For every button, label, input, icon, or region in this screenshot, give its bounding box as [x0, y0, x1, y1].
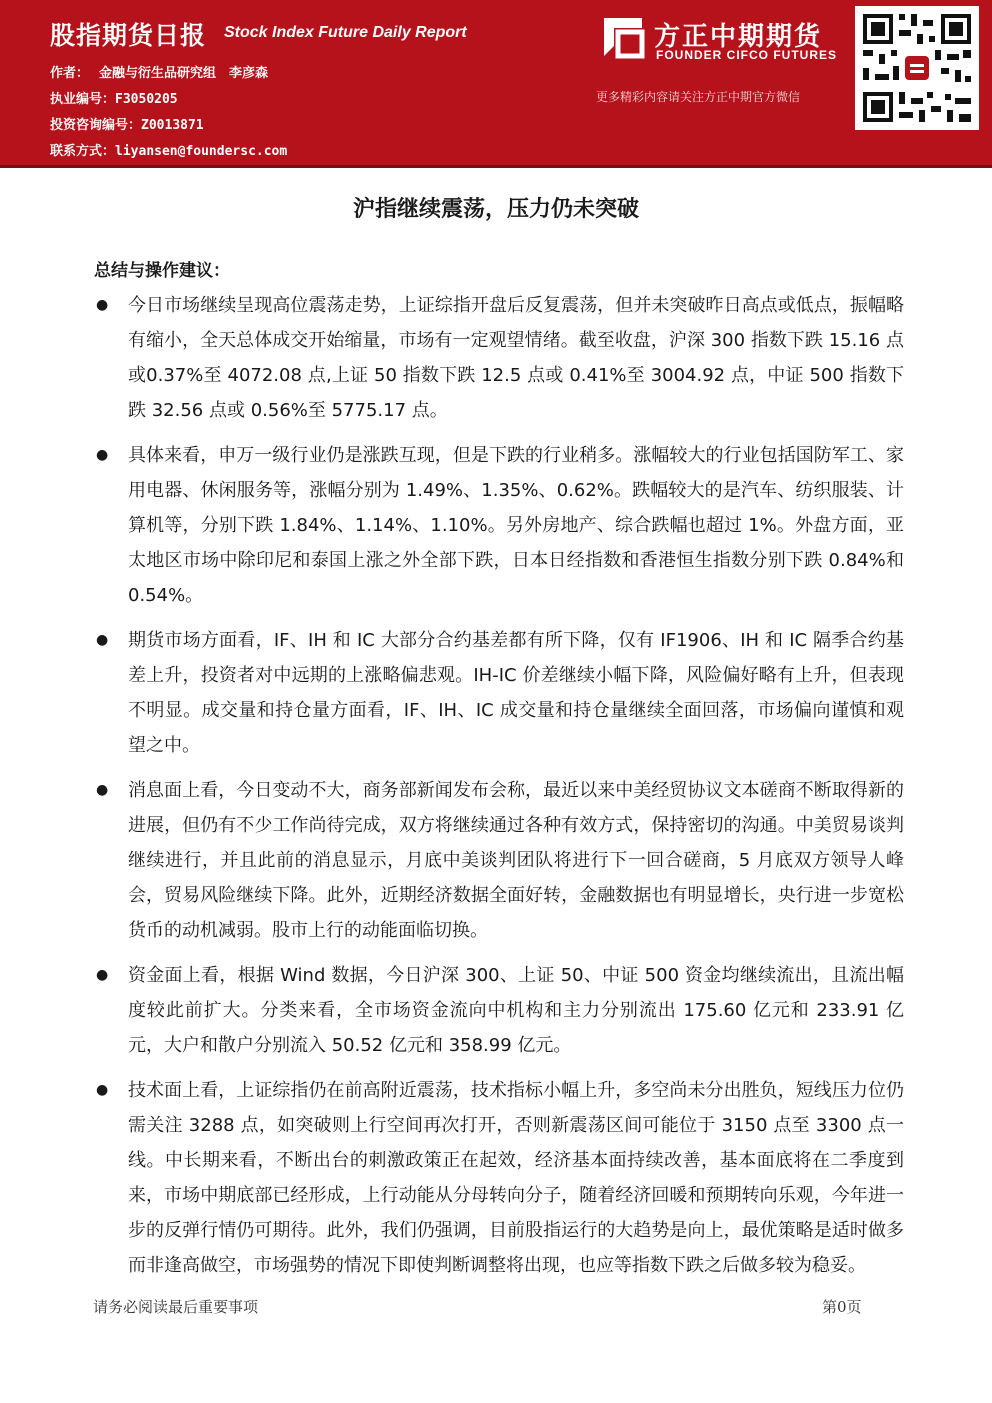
consult-label: 投资咨询编号： — [50, 118, 142, 133]
consult-value: Z0013871 — [141, 118, 204, 133]
contact-label: 联系方式： — [50, 144, 116, 159]
company-logo — [598, 14, 848, 64]
consult-row — [50, 114, 204, 133]
bullet-icon: ● — [96, 447, 109, 463]
paragraph-capital-flow — [94, 958, 904, 1063]
contact-row — [50, 140, 287, 159]
bullet-icon: ● — [96, 1082, 109, 1098]
license-row — [50, 88, 178, 107]
report-title: 股指期货日报 — [50, 21, 207, 50]
paragraph-text: 今日市场继续呈现高位震荡走势，上证综指开盘后反复震荡，但并未突破昨日高点或低点，振幅略有缩小，全天总体成交开始缩量，市场有一定观望情绪。截至收盘，沪深 300 指数下跌 15.16 点或0.37%至 4072.08 点,上证 50 指数下跌 12.5 点或 0.41%至 3004.92 点，中证 500 指数下跌 32.56 点或 0.56%至 5775.17 点。 — [128, 295, 904, 421]
paragraph-text: 技术面上看，上证综指仍在前高附近震荡，技术指标小幅上升，多空尚未分出胜负，短线压力位仍需关注 3288 点，如突破则上行空间再次打开，否则新震荡区间可能位于 3150 点至 3300 点一线。中长期来看，不断出台的刺激政策正在起效，经济基本面持续改善，基本面底将在二季度到来，市场中期底部已经形成，上行动能从分母转向分子，随着经济回暖和预期转向乐观，今年进一步的反弹行情仍可期待。此外，我们仍强调，目前股指运行的大趋势是向上，最优策略是适时做多而非逢高做空，市场强势的情况下即使判断调整将出现，也应等指数下跌之后做多较为稳妥。 — [128, 1080, 904, 1276]
header-divider — [0, 165, 992, 168]
paragraph-text: 具体来看，申万一级行业仍是涨跌互现，但是下跌的行业稍多。涨幅较大的行业包括国防军工、家用电器、休闲服务等，涨幅分别为 1.49%、1.35%、0.62%。跌幅较大的是汽车、纺织服装、计算机等，分别下跌 1.84%、1.14%、1.10%。另外房地产、综合跌幅也超过 1%。外盘方面，亚太地区市场中除印尼和泰国上涨之外全部下跌，日本日经指数和香港恒生指数分别下跌 0.84%和 0.54%。 — [128, 445, 904, 606]
contact-email[interactable]: liyansen@foundersc.com — [115, 144, 288, 159]
logo-mark-icon — [598, 14, 646, 60]
paragraph-news — [94, 773, 904, 948]
article-body — [94, 288, 904, 1293]
author-value: 金融与衍生品研究组 李彦森 — [99, 66, 269, 81]
wechat-follow-text: 更多精彩内容请关注方正中期官方微信 — [596, 90, 801, 104]
author-row — [50, 62, 268, 81]
paragraph-text: 资金面上看，根据 Wind 数据，今日沪深 300、上证 50、中证 500 资金均继续流出，且流出幅度较此前扩大。分类来看，全市场资金流向中机构和主力分别流出 175.60 亿元和 233.91 亿元，大户和散户分别流入 50.52 亿元和 358.99 亿元。 — [128, 965, 904, 1056]
paragraph-futures — [94, 623, 904, 763]
section-heading: 总结与操作建议： — [94, 261, 230, 281]
paragraph-text: 期货市场方面看，IF、IH 和 IC 大部分合约基差都有所下降，仅有 IF1906、IH 和 IC 隔季合约基差上升，投资者对中远期的上涨略偏悲观。IH-IC 价差继续小幅下降，风险偏好略有上升，但表现不明显。成交量和持仓量方面看，IF、IH、IC 成交量和持仓量继续全面回落，市场偏向谨慎和观望之中。 — [128, 630, 904, 756]
page-number: 第0页 — [822, 1298, 862, 1316]
paragraph-text: 消息面上看，今日变动不大，商务部新闻发布会称，最近以来中美经贸协议文本磋商不断取得新的进展，但仍有不少工作尚待完成，双方将继续通过各种有效方式，保持密切的沟通。中美贸易谈判继续进行，并且此前的消息显示，月底中美谈判团队将进行下一回合磋商，5 月底双方领导人峰会，贸易风险继续下降。此外，近期经济数据全面好转，金融数据也有明显增长，央行进一步宽松货币的动机减弱。股市上行的动能面临切换。 — [128, 780, 904, 941]
qr-code-icon — [855, 6, 979, 130]
author-label: 作者： — [50, 66, 90, 81]
footer-notice: 请务必阅读最后重要事项 — [93, 1298, 259, 1316]
logo-text-cn: 方正中期期货 — [654, 22, 823, 52]
bullet-icon: ● — [96, 782, 109, 798]
paragraph-technical — [94, 1073, 904, 1283]
article-title: 沪指继续震荡，压力仍未突破 — [352, 197, 639, 222]
paragraph-sectors — [94, 438, 904, 613]
paragraph-market-overview — [94, 288, 904, 428]
bullet-icon: ● — [96, 632, 109, 648]
license-label: 执业编号： — [50, 92, 116, 107]
bullet-icon: ● — [96, 297, 109, 313]
report-header — [0, 0, 992, 165]
report-subtitle: Stock Index Future Daily Report — [224, 24, 467, 41]
license-value: F3050205 — [115, 92, 178, 107]
logo-text-en: FOUNDER CIFCO FUTURES — [656, 48, 837, 62]
bullet-icon: ● — [96, 967, 109, 983]
